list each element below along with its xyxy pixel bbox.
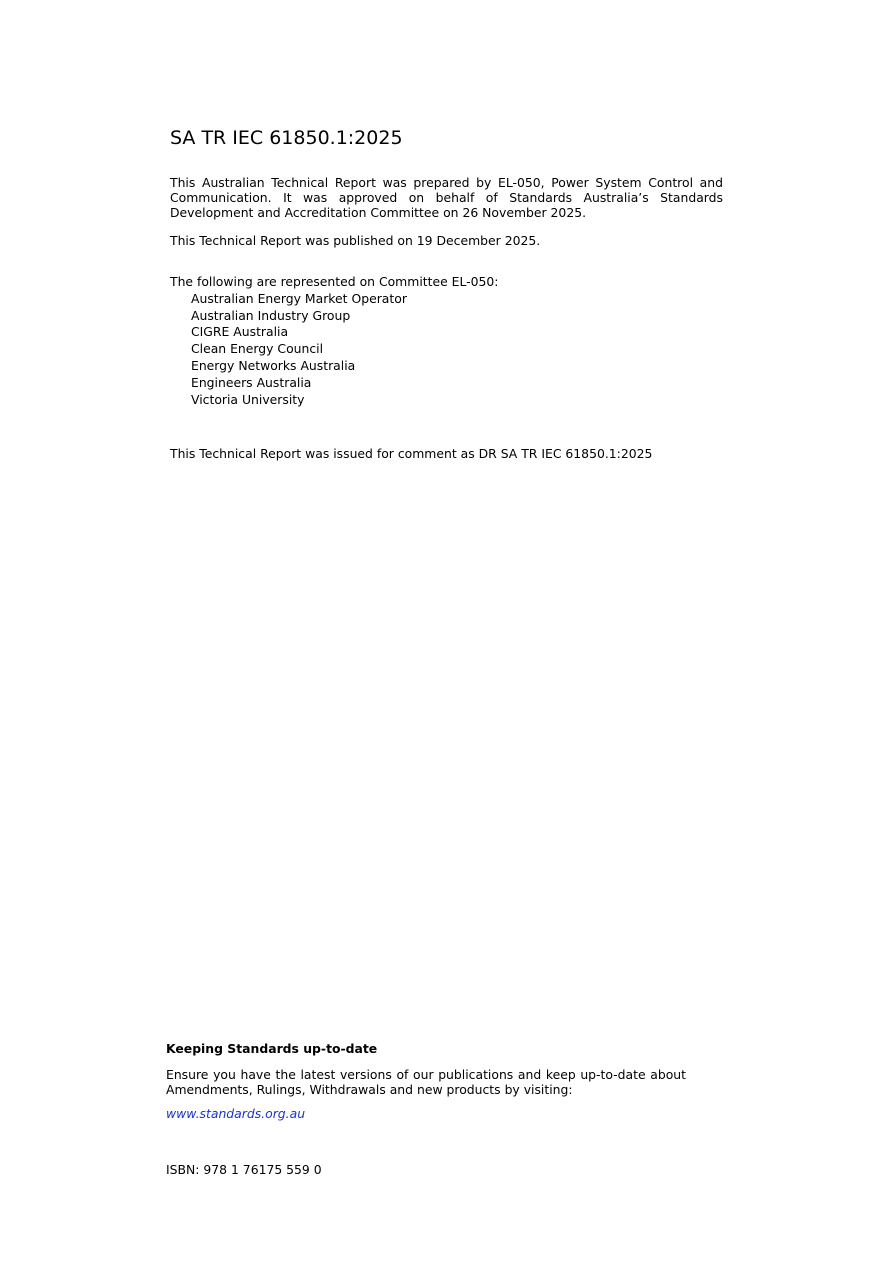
committee-section (170, 274, 723, 408)
committee-intro: The following are represented on Committee EL-050: (170, 274, 499, 289)
document-title: SA TR IEC 61850.1:2025 (170, 127, 403, 149)
isbn: ISBN: 978 1 76175 559 0 (166, 1162, 322, 1177)
committee-member: CIGRE Australia (191, 324, 289, 340)
committee-member: Engineers Australia (191, 374, 312, 390)
published-statement: This Technical Report was published on 19 December 2025. (170, 233, 541, 248)
committee-member: Energy Networks Australia (191, 357, 356, 373)
committee-member: Australian Industry Group (191, 307, 351, 323)
approval-text: This Australian Technical Report was prepared by EL-050, Power System Control and Communication. It was approved on behalf of Standards Australia’s Standards Development and Accreditation Committee on 26 November 2025. (170, 175, 723, 220)
committee-member: Victoria University (191, 391, 305, 407)
keeping-standards-heading: Keeping Standards up-to-date (166, 1041, 378, 1056)
approval-statement (170, 175, 723, 220)
website-link[interactable]: www.standards.org.au (166, 1106, 306, 1121)
committee-member: Clean Energy Council (191, 341, 324, 357)
committee-member: Australian Energy Market Operator (191, 290, 407, 306)
committee-member-list (170, 291, 723, 409)
keeping-standards-body: Ensure you have the latest versions of our publications and keep up-to-date about Amendments, Rulings, Withdrawals and new products by visiting: (166, 1067, 686, 1097)
issued-for-comment-statement: This Technical Report was issued for comment as DR SA TR IEC 61850.1:2025 (170, 446, 653, 461)
